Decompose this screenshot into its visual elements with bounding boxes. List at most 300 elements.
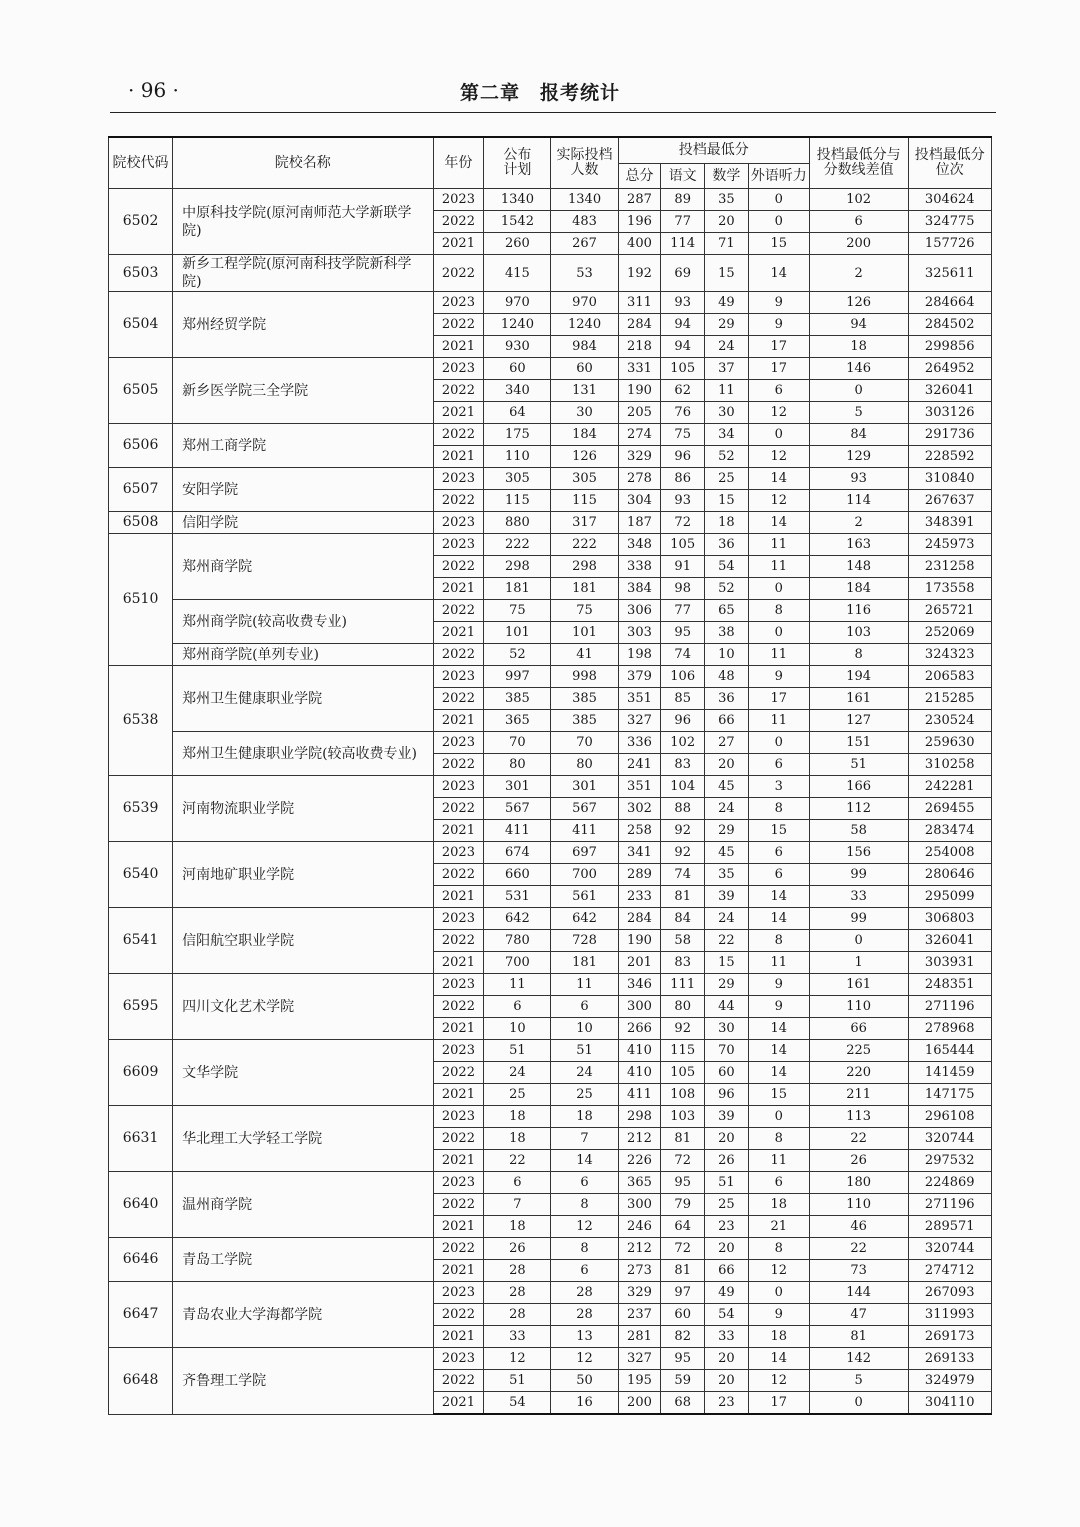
cell-rank: 280646 <box>908 864 992 886</box>
cell-math: 37 <box>705 358 749 380</box>
cell-math: 35 <box>705 189 749 211</box>
cell-diff: 81 <box>809 1326 908 1348</box>
cell-chinese: 108 <box>661 1084 705 1106</box>
cell-actual: 70 <box>551 732 618 754</box>
cell-math: 20 <box>705 1128 749 1150</box>
cell-plan: 181 <box>484 578 551 600</box>
cell-chinese: 81 <box>661 1128 705 1150</box>
cell-plan: 340 <box>484 380 551 402</box>
cell-math: 20 <box>705 1238 749 1260</box>
cell-diff: 184 <box>809 578 908 600</box>
cell-actual: 6 <box>551 996 618 1018</box>
cell-actual: 411 <box>551 820 618 842</box>
cell-math: 60 <box>705 1062 749 1084</box>
table-row <box>109 534 992 556</box>
cell-total: 289 <box>618 864 661 886</box>
cell-total: 237 <box>618 1304 661 1326</box>
cell-chinese: 95 <box>661 622 705 644</box>
school-code: 6510 <box>109 534 173 666</box>
cell-diff: 66 <box>809 1018 908 1040</box>
cell-year: 2021 <box>433 336 484 358</box>
cell-diff: 8 <box>809 644 908 666</box>
cell-year: 2022 <box>433 1194 484 1216</box>
cell-year: 2021 <box>433 1326 484 1348</box>
admission-table-container <box>108 136 992 1415</box>
cell-year: 2023 <box>433 732 484 754</box>
table-body <box>109 189 992 1415</box>
cell-rank: 324979 <box>908 1370 992 1392</box>
cell-actual: 483 <box>551 211 618 233</box>
cell-year: 2021 <box>433 578 484 600</box>
cell-rank: 303126 <box>908 402 992 424</box>
school-code: 6504 <box>109 292 173 358</box>
cell-plan: 1542 <box>484 211 551 233</box>
cell-rank: 269173 <box>908 1326 992 1348</box>
cell-actual: 567 <box>551 798 618 820</box>
cell-diff: 0 <box>809 380 908 402</box>
cell-listening: 14 <box>748 1040 809 1062</box>
cell-diff: 33 <box>809 886 908 908</box>
school-code: 6507 <box>109 468 173 512</box>
cell-actual: 11 <box>551 974 618 996</box>
cell-math: 35 <box>705 864 749 886</box>
cell-total: 300 <box>618 996 661 1018</box>
header-actual: 实际投档人数 <box>551 137 618 189</box>
cell-actual: 6 <box>551 1172 618 1194</box>
cell-chinese: 104 <box>661 776 705 798</box>
cell-rank: 267093 <box>908 1282 992 1304</box>
cell-total: 351 <box>618 688 661 710</box>
cell-year: 2022 <box>433 1304 484 1326</box>
cell-chinese: 72 <box>661 1238 705 1260</box>
school-code: 6648 <box>109 1348 173 1415</box>
cell-diff: 103 <box>809 622 908 644</box>
cell-actual: 50 <box>551 1370 618 1392</box>
cell-plan: 60 <box>484 358 551 380</box>
cell-rank: 348391 <box>908 512 992 534</box>
cell-listening: 11 <box>748 1150 809 1172</box>
table-row <box>109 358 992 380</box>
cell-diff: 161 <box>809 974 908 996</box>
cell-math: 15 <box>705 255 749 292</box>
cell-plan: 780 <box>484 930 551 952</box>
cell-rank: 304110 <box>908 1392 992 1415</box>
school-code: 6609 <box>109 1040 173 1106</box>
cell-listening: 14 <box>748 468 809 490</box>
cell-diff: 144 <box>809 1282 908 1304</box>
cell-rank: 320744 <box>908 1238 992 1260</box>
cell-actual: 181 <box>551 578 618 600</box>
cell-math: 10 <box>705 644 749 666</box>
cell-math: 29 <box>705 820 749 842</box>
cell-rank: 173558 <box>908 578 992 600</box>
cell-diff: 102 <box>809 189 908 211</box>
cell-listening: 0 <box>748 211 809 233</box>
cell-chinese: 81 <box>661 886 705 908</box>
cell-listening: 0 <box>748 1106 809 1128</box>
cell-rank: 325611 <box>908 255 992 292</box>
cell-listening: 17 <box>748 688 809 710</box>
cell-listening: 12 <box>748 1370 809 1392</box>
cell-year: 2023 <box>433 534 484 556</box>
cell-total: 327 <box>618 710 661 732</box>
cell-actual: 24 <box>551 1062 618 1084</box>
school-code: 6540 <box>109 842 173 908</box>
school-name: 信阳航空职业学院 <box>173 908 433 974</box>
cell-math: 39 <box>705 886 749 908</box>
cell-plan: 175 <box>484 424 551 446</box>
cell-rank: 267637 <box>908 490 992 512</box>
cell-year: 2022 <box>433 1062 484 1084</box>
cell-math: 70 <box>705 1040 749 1062</box>
cell-rank: 259630 <box>908 732 992 754</box>
cell-listening: 15 <box>748 233 809 255</box>
school-name: 华北理工大学轻工学院 <box>173 1106 433 1172</box>
cell-diff: 220 <box>809 1062 908 1084</box>
cell-diff: 73 <box>809 1260 908 1282</box>
cell-chinese: 75 <box>661 424 705 446</box>
cell-plan: 298 <box>484 556 551 578</box>
cell-actual: 385 <box>551 688 618 710</box>
cell-listening: 0 <box>748 622 809 644</box>
cell-math: 18 <box>705 512 749 534</box>
cell-chinese: 79 <box>661 1194 705 1216</box>
cell-listening: 11 <box>748 952 809 974</box>
school-name: 安阳学院 <box>173 468 433 512</box>
cell-diff: 2 <box>809 255 908 292</box>
cell-total: 400 <box>618 233 661 255</box>
school-name: 青岛工学院 <box>173 1238 433 1282</box>
cell-rank: 306803 <box>908 908 992 930</box>
cell-year: 2022 <box>433 424 484 446</box>
page-number: · 96 · <box>128 78 179 102</box>
cell-year: 2022 <box>433 996 484 1018</box>
cell-chinese: 83 <box>661 754 705 776</box>
cell-rank: 252069 <box>908 622 992 644</box>
school-name: 文华学院 <box>173 1040 433 1106</box>
table-row <box>109 600 992 622</box>
cell-total: 284 <box>618 908 661 930</box>
cell-actual: 53 <box>551 255 618 292</box>
cell-year: 2021 <box>433 1018 484 1040</box>
cell-total: 410 <box>618 1062 661 1084</box>
cell-listening: 6 <box>748 864 809 886</box>
table-row <box>109 732 992 754</box>
cell-listening: 14 <box>748 886 809 908</box>
cell-chinese: 81 <box>661 1260 705 1282</box>
cell-plan: 51 <box>484 1040 551 1062</box>
cell-plan: 25 <box>484 1084 551 1106</box>
cell-rank: 245973 <box>908 534 992 556</box>
cell-listening: 12 <box>748 1260 809 1282</box>
cell-total: 338 <box>618 556 661 578</box>
school-name: 郑州卫生健康职业学院 <box>173 666 433 732</box>
cell-plan: 674 <box>484 842 551 864</box>
cell-actual: 60 <box>551 358 618 380</box>
cell-total: 258 <box>618 820 661 842</box>
cell-actual: 25 <box>551 1084 618 1106</box>
cell-math: 15 <box>705 952 749 974</box>
table-row <box>109 424 992 446</box>
cell-actual: 697 <box>551 842 618 864</box>
cell-actual: 222 <box>551 534 618 556</box>
cell-year: 2023 <box>433 974 484 996</box>
cell-listening: 21 <box>748 1216 809 1238</box>
cell-year: 2022 <box>433 688 484 710</box>
cell-diff: 1 <box>809 952 908 974</box>
cell-diff: 26 <box>809 1150 908 1172</box>
cell-rank: 242281 <box>908 776 992 798</box>
cell-rank: 326041 <box>908 930 992 952</box>
cell-chinese: 111 <box>661 974 705 996</box>
cell-total: 348 <box>618 534 661 556</box>
cell-diff: 2 <box>809 512 908 534</box>
cell-rank: 248351 <box>908 974 992 996</box>
school-code: 6541 <box>109 908 173 974</box>
cell-plan: 18 <box>484 1106 551 1128</box>
cell-actual: 30 <box>551 402 618 424</box>
cell-listening: 9 <box>748 292 809 314</box>
cell-total: 218 <box>618 336 661 358</box>
cell-diff: 99 <box>809 908 908 930</box>
cell-year: 2022 <box>433 864 484 886</box>
cell-math: 11 <box>705 380 749 402</box>
cell-listening: 14 <box>748 908 809 930</box>
cell-actual: 16 <box>551 1392 618 1415</box>
cell-rank: 271196 <box>908 1194 992 1216</box>
cell-listening: 12 <box>748 446 809 468</box>
table-row <box>109 666 992 688</box>
cell-rank: 231258 <box>908 556 992 578</box>
cell-math: 34 <box>705 424 749 446</box>
cell-listening: 9 <box>748 666 809 688</box>
cell-actual: 14 <box>551 1150 618 1172</box>
cell-actual: 970 <box>551 292 618 314</box>
cell-total: 201 <box>618 952 661 974</box>
cell-chinese: 85 <box>661 688 705 710</box>
header-total: 总分 <box>618 164 661 189</box>
cell-actual: 181 <box>551 952 618 974</box>
cell-math: 66 <box>705 710 749 732</box>
cell-chinese: 95 <box>661 1348 705 1370</box>
cell-plan: 700 <box>484 952 551 974</box>
cell-diff: 84 <box>809 424 908 446</box>
school-name: 新乡工程学院(原河南科技学院新科学院) <box>173 255 433 292</box>
cell-listening: 6 <box>748 380 809 402</box>
cell-diff: 146 <box>809 358 908 380</box>
cell-rank: 269133 <box>908 1348 992 1370</box>
cell-chinese: 89 <box>661 189 705 211</box>
school-code: 6646 <box>109 1238 173 1282</box>
cell-listening: 0 <box>748 1282 809 1304</box>
cell-listening: 17 <box>748 358 809 380</box>
cell-year: 2021 <box>433 622 484 644</box>
cell-listening: 11 <box>748 534 809 556</box>
cell-plan: 930 <box>484 336 551 358</box>
cell-total: 284 <box>618 314 661 336</box>
header-listening: 外语听力 <box>748 164 809 189</box>
cell-rank: 295099 <box>908 886 992 908</box>
cell-plan: 7 <box>484 1194 551 1216</box>
cell-listening: 6 <box>748 754 809 776</box>
cell-plan: 51 <box>484 1370 551 1392</box>
cell-diff: 180 <box>809 1172 908 1194</box>
cell-rank: 141459 <box>908 1062 992 1084</box>
cell-rank: 271196 <box>908 996 992 1018</box>
cell-listening: 0 <box>748 578 809 600</box>
cell-math: 36 <box>705 534 749 556</box>
cell-math: 20 <box>705 1348 749 1370</box>
cell-listening: 14 <box>748 255 809 292</box>
cell-year: 2021 <box>433 886 484 908</box>
cell-chinese: 91 <box>661 556 705 578</box>
cell-math: 20 <box>705 211 749 233</box>
cell-math: 36 <box>705 688 749 710</box>
cell-plan: 64 <box>484 402 551 424</box>
cell-listening: 3 <box>748 776 809 798</box>
cell-rank: 299856 <box>908 336 992 358</box>
school-name: 信阳学院 <box>173 512 433 534</box>
cell-diff: 6 <box>809 211 908 233</box>
school-code: 6538 <box>109 666 173 776</box>
cell-math: 20 <box>705 1370 749 1392</box>
cell-plan: 415 <box>484 255 551 292</box>
cell-rank: 311993 <box>908 1304 992 1326</box>
cell-math: 29 <box>705 314 749 336</box>
cell-total: 226 <box>618 1150 661 1172</box>
cell-total: 329 <box>618 446 661 468</box>
cell-actual: 28 <box>551 1304 618 1326</box>
cell-chinese: 58 <box>661 930 705 952</box>
table-row <box>109 1172 992 1194</box>
cell-total: 212 <box>618 1128 661 1150</box>
cell-year: 2023 <box>433 1172 484 1194</box>
cell-year: 2023 <box>433 776 484 798</box>
cell-plan: 411 <box>484 820 551 842</box>
cell-chinese: 105 <box>661 534 705 556</box>
cell-math: 71 <box>705 233 749 255</box>
table-row <box>109 468 992 490</box>
cell-chinese: 59 <box>661 1370 705 1392</box>
cell-rank: 147175 <box>908 1084 992 1106</box>
cell-diff: 151 <box>809 732 908 754</box>
school-code: 6647 <box>109 1282 173 1348</box>
cell-chinese: 77 <box>661 600 705 622</box>
cell-chinese: 106 <box>661 666 705 688</box>
cell-math: 20 <box>705 754 749 776</box>
cell-rank: 310840 <box>908 468 992 490</box>
table-row <box>109 776 992 798</box>
header-plan: 公布计划 <box>484 137 551 189</box>
cell-rank: 283474 <box>908 820 992 842</box>
table-row <box>109 292 992 314</box>
cell-total: 341 <box>618 842 661 864</box>
cell-actual: 1240 <box>551 314 618 336</box>
cell-listening: 9 <box>748 1304 809 1326</box>
cell-total: 192 <box>618 255 661 292</box>
cell-chinese: 95 <box>661 1172 705 1194</box>
header-code: 院校代码 <box>109 137 173 189</box>
cell-listening: 15 <box>748 820 809 842</box>
cell-diff: 129 <box>809 446 908 468</box>
cell-math: 24 <box>705 798 749 820</box>
school-name: 郑州卫生健康职业学院(较高收费专业) <box>173 732 433 776</box>
cell-actual: 10 <box>551 1018 618 1040</box>
cell-diff: 142 <box>809 1348 908 1370</box>
cell-diff: 127 <box>809 710 908 732</box>
cell-listening: 8 <box>748 600 809 622</box>
cell-total: 205 <box>618 402 661 424</box>
cell-listening: 11 <box>748 556 809 578</box>
cell-chinese: 76 <box>661 402 705 424</box>
cell-listening: 18 <box>748 1326 809 1348</box>
cell-diff: 113 <box>809 1106 908 1128</box>
cell-total: 266 <box>618 1018 661 1040</box>
cell-diff: 112 <box>809 798 908 820</box>
cell-listening: 12 <box>748 402 809 424</box>
table-row <box>109 1282 992 1304</box>
cell-math: 38 <box>705 622 749 644</box>
cell-actual: 131 <box>551 380 618 402</box>
cell-actual: 8 <box>551 1194 618 1216</box>
cell-plan: 6 <box>484 996 551 1018</box>
cell-chinese: 115 <box>661 1040 705 1062</box>
cell-year: 2023 <box>433 1040 484 1062</box>
cell-total: 410 <box>618 1040 661 1062</box>
cell-actual: 267 <box>551 233 618 255</box>
cell-actual: 75 <box>551 600 618 622</box>
cell-plan: 22 <box>484 1150 551 1172</box>
cell-plan: 26 <box>484 1238 551 1260</box>
cell-year: 2022 <box>433 600 484 622</box>
cell-year: 2023 <box>433 666 484 688</box>
school-name: 河南地矿职业学院 <box>173 842 433 908</box>
cell-year: 2022 <box>433 556 484 578</box>
cell-chinese: 94 <box>661 314 705 336</box>
cell-year: 2021 <box>433 710 484 732</box>
cell-total: 336 <box>618 732 661 754</box>
cell-total: 300 <box>618 1194 661 1216</box>
cell-rank: 224869 <box>908 1172 992 1194</box>
header-math: 数学 <box>705 164 749 189</box>
cell-math: 48 <box>705 666 749 688</box>
cell-chinese: 93 <box>661 292 705 314</box>
cell-diff: 211 <box>809 1084 908 1106</box>
cell-math: 44 <box>705 996 749 1018</box>
cell-plan: 11 <box>484 974 551 996</box>
cell-diff: 225 <box>809 1040 908 1062</box>
cell-total: 351 <box>618 776 661 798</box>
cell-year: 2022 <box>433 644 484 666</box>
cell-plan: 28 <box>484 1260 551 1282</box>
school-name: 青岛农业大学海都学院 <box>173 1282 433 1348</box>
cell-actual: 998 <box>551 666 618 688</box>
cell-plan: 28 <box>484 1282 551 1304</box>
cell-chinese: 74 <box>661 644 705 666</box>
cell-chinese: 96 <box>661 710 705 732</box>
cell-diff: 194 <box>809 666 908 688</box>
cell-total: 329 <box>618 1282 661 1304</box>
cell-math: 52 <box>705 446 749 468</box>
cell-diff: 110 <box>809 996 908 1018</box>
cell-actual: 301 <box>551 776 618 798</box>
cell-plan: 365 <box>484 710 551 732</box>
table-row <box>109 842 992 864</box>
cell-year: 2022 <box>433 380 484 402</box>
school-name: 郑州经贸学院 <box>173 292 433 358</box>
cell-actual: 115 <box>551 490 618 512</box>
cell-rank: 215285 <box>908 688 992 710</box>
